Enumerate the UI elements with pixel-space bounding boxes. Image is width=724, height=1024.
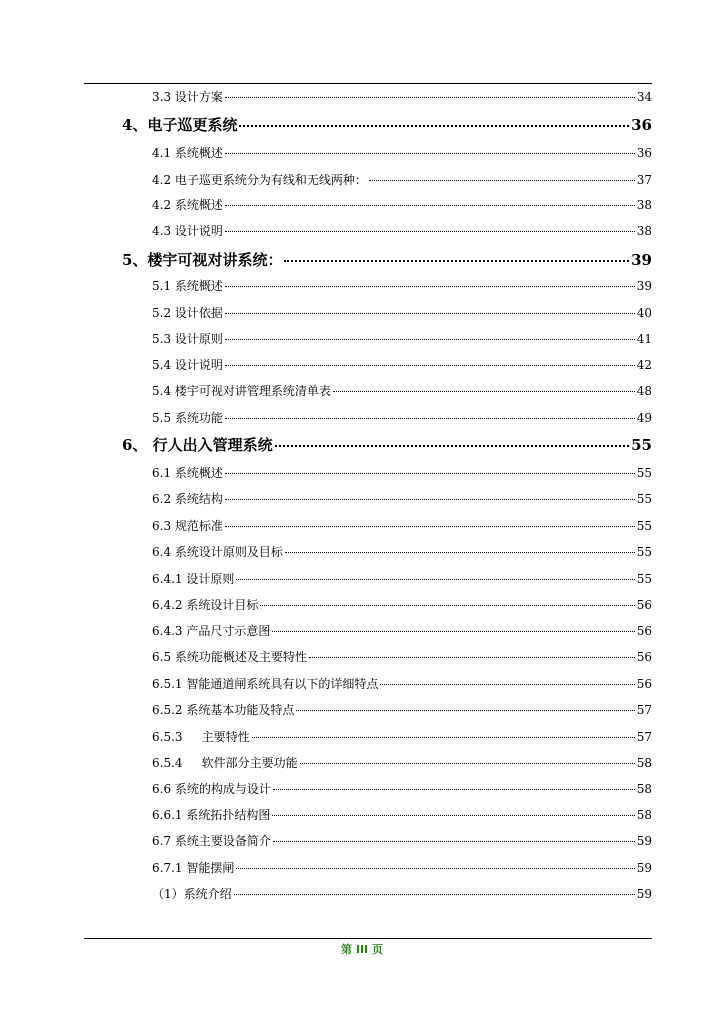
toc-entry-page: 34 <box>636 90 652 104</box>
toc-entry-title: 6.5.1 智能通道闸系统具有以下的详细特点 <box>152 677 379 691</box>
toc-entry-title: 5、楼宇可视对讲系统： <box>122 251 283 269</box>
toc-entry-page: 38 <box>636 198 652 212</box>
toc-entry-page: 36 <box>631 116 652 134</box>
toc-entry-page: 58 <box>636 808 652 822</box>
toc-entry-page: 55 <box>636 572 652 586</box>
toc-entry-title: （1）系统介绍 <box>152 887 232 901</box>
toc-entry-page: 57 <box>636 730 652 744</box>
page-number: 第 III 页 <box>341 943 383 956</box>
toc-entry-4-1[interactable] <box>152 144 652 161</box>
dot-leader <box>239 125 629 127</box>
toc-entry-page: 55 <box>636 545 652 559</box>
toc-entry-page: 42 <box>636 358 652 372</box>
toc-entry-title: 6.5.4 软件部分主要功能 <box>152 756 298 770</box>
toc-entry-title: 6.7 系统主要设备简介 <box>152 834 271 848</box>
toc-entry-title: 6.5 系统功能概述及主要特性 <box>152 650 307 664</box>
dot-leader <box>225 97 635 98</box>
dot-leader <box>284 260 629 262</box>
dot-leader <box>380 684 634 685</box>
toc-entry-page: 55 <box>636 519 652 533</box>
dot-leader <box>225 339 635 340</box>
toc-entry-page: 56 <box>636 624 652 638</box>
dot-leader <box>273 841 635 842</box>
toc-entry-title: 6.6.1 系统拓扑结构图 <box>152 808 271 822</box>
toc-entry-title: 3.3 设计方案 <box>152 90 223 104</box>
toc-entry-page: 49 <box>636 411 652 425</box>
toc-entry-6-7[interactable] <box>152 832 652 849</box>
toc-entry-title: 6、 行人出入管理系统 <box>122 436 273 454</box>
toc-entry-title: 6.5.3 主要特性 <box>152 730 250 744</box>
toc-entry-title: 5.3 设计原则 <box>152 332 223 346</box>
toc-entry-page: 59 <box>636 834 652 848</box>
dot-leader <box>300 763 635 764</box>
toc-entry-page: 55 <box>636 466 652 480</box>
dot-leader <box>225 205 635 206</box>
toc-entry-page: 57 <box>636 703 652 717</box>
toc-entry-page: 56 <box>636 677 652 691</box>
toc-entry-5-3[interactable] <box>152 330 652 347</box>
toc-entry-title: 5.1 系统概述 <box>152 279 223 293</box>
toc-entry-title: 6.2 系统结构 <box>152 492 223 506</box>
dot-leader <box>333 391 635 392</box>
dot-leader <box>225 526 635 527</box>
toc-entry-page: 38 <box>636 224 652 238</box>
toc-entry-page: 58 <box>636 756 652 770</box>
toc-entry-6-6-1[interactable] <box>152 806 652 823</box>
dot-leader <box>225 473 635 474</box>
dot-leader <box>225 365 635 366</box>
dot-leader <box>260 605 634 606</box>
dot-leader <box>225 499 635 500</box>
footer-rule <box>84 938 652 939</box>
toc-entry-title: 6.4.2 系统设计目标 <box>152 598 259 612</box>
toc-entry-title: 4.1 系统概述 <box>152 146 223 160</box>
toc-entry-page: 36 <box>636 146 652 160</box>
toc-entry-page: 55 <box>636 492 652 506</box>
toc-entry-4-2b[interactable] <box>152 196 652 213</box>
toc-entry-page: 48 <box>636 384 652 398</box>
toc-entry-4-3[interactable] <box>152 222 652 239</box>
toc-entry-6-1[interactable] <box>152 464 652 481</box>
toc-entry-chapter-4[interactable] <box>122 114 652 135</box>
dot-leader <box>252 737 635 738</box>
toc-entry-title: 6.4 系统设计原则及目标 <box>152 545 283 559</box>
dot-leader <box>275 445 629 447</box>
dot-leader <box>309 657 635 658</box>
toc-entry-page: 56 <box>636 598 652 612</box>
toc-entry-title: 6.6 系统的构成与设计 <box>152 782 271 796</box>
toc-entry-6-6[interactable] <box>152 780 652 797</box>
toc-entry-page: 39 <box>636 279 652 293</box>
toc-entry-title: 6.7.1 智能摆闸 <box>152 861 235 875</box>
toc-entry-title: 5.4 设计说明 <box>152 358 223 372</box>
toc-entry-6-7-1-1[interactable] <box>152 885 652 902</box>
toc-entry-6-5-4[interactable] <box>152 754 652 771</box>
dot-leader <box>285 552 635 553</box>
toc-entry-5-4a[interactable] <box>152 356 652 373</box>
toc-entry-6-7-1[interactable] <box>152 859 652 876</box>
dot-leader <box>296 710 634 711</box>
dot-leader <box>225 153 635 154</box>
dot-leader <box>236 868 634 869</box>
toc-entry-title: 6.3 规范标准 <box>152 519 223 533</box>
toc-entry-6-5-2[interactable] <box>152 701 652 718</box>
toc-entry-6-3[interactable] <box>152 517 652 534</box>
toc-entry-6-2[interactable] <box>152 490 652 507</box>
toc-entry-title: 6.4.1 设计原则 <box>152 572 235 586</box>
toc-entry-6-5-1[interactable] <box>152 675 652 692</box>
toc-entry-chapter-6[interactable] <box>122 434 652 455</box>
dot-leader <box>225 286 635 287</box>
dot-leader <box>273 789 635 790</box>
dot-leader <box>225 231 635 232</box>
toc-entry-page: 41 <box>636 332 652 346</box>
dot-leader <box>236 579 634 580</box>
toc-entry-page: 37 <box>636 173 652 187</box>
toc-entry-title: 6.5.2 系统基本功能及特点 <box>152 703 295 717</box>
toc-entry-title: 6.1 系统概述 <box>152 466 223 480</box>
toc-entry-6-4-2[interactable] <box>152 596 652 613</box>
toc-entry-title: 5.5 系统功能 <box>152 411 223 425</box>
dot-leader <box>225 418 635 419</box>
toc-entry-title: 5.4 楼宇可视对讲管理系统清单表 <box>152 384 331 398</box>
toc-entry-title: 4.2 系统概述 <box>152 198 223 212</box>
toc-entry-5-1[interactable] <box>152 277 652 294</box>
toc-entry-chapter-5[interactable] <box>122 249 652 270</box>
toc-entry-title: 4.2 电子巡更系统分为有线和无线两种： <box>152 173 367 187</box>
toc-entry-5-5[interactable] <box>152 409 652 426</box>
toc-entry-title: 5.2 设计依据 <box>152 306 223 320</box>
dot-leader <box>225 313 635 314</box>
toc-entry-page: 40 <box>636 306 652 320</box>
toc-entry-page: 55 <box>631 436 652 454</box>
toc-entry-page: 56 <box>636 650 652 664</box>
toc-entry-page: 59 <box>636 861 652 875</box>
toc-entry-page: 39 <box>631 251 652 269</box>
dot-leader <box>272 631 634 632</box>
toc-entry-6-4[interactable] <box>152 543 652 560</box>
toc-entry-title: 4.3 设计说明 <box>152 224 223 238</box>
toc-entry-title: 6.4.3 产品尺寸示意图 <box>152 624 271 638</box>
toc-entry-5-4b[interactable] <box>152 382 652 399</box>
dot-leader <box>369 180 635 181</box>
toc-entry-6-5-3[interactable] <box>152 728 652 745</box>
toc-entry-3-3[interactable] <box>152 88 652 105</box>
toc-entry-6-4-1[interactable] <box>152 570 652 587</box>
toc-entry-page: 58 <box>636 782 652 796</box>
toc-entry-6-4-3[interactable] <box>152 622 652 639</box>
toc-entry-page: 59 <box>636 887 652 901</box>
toc-entry-4-2a[interactable] <box>152 171 652 188</box>
toc-entry-5-2[interactable] <box>152 304 652 321</box>
toc-entry-6-5[interactable] <box>152 648 652 665</box>
toc-entry-title: 4、电子巡更系统 <box>122 116 238 134</box>
dot-leader <box>234 894 635 895</box>
dot-leader <box>272 815 634 816</box>
